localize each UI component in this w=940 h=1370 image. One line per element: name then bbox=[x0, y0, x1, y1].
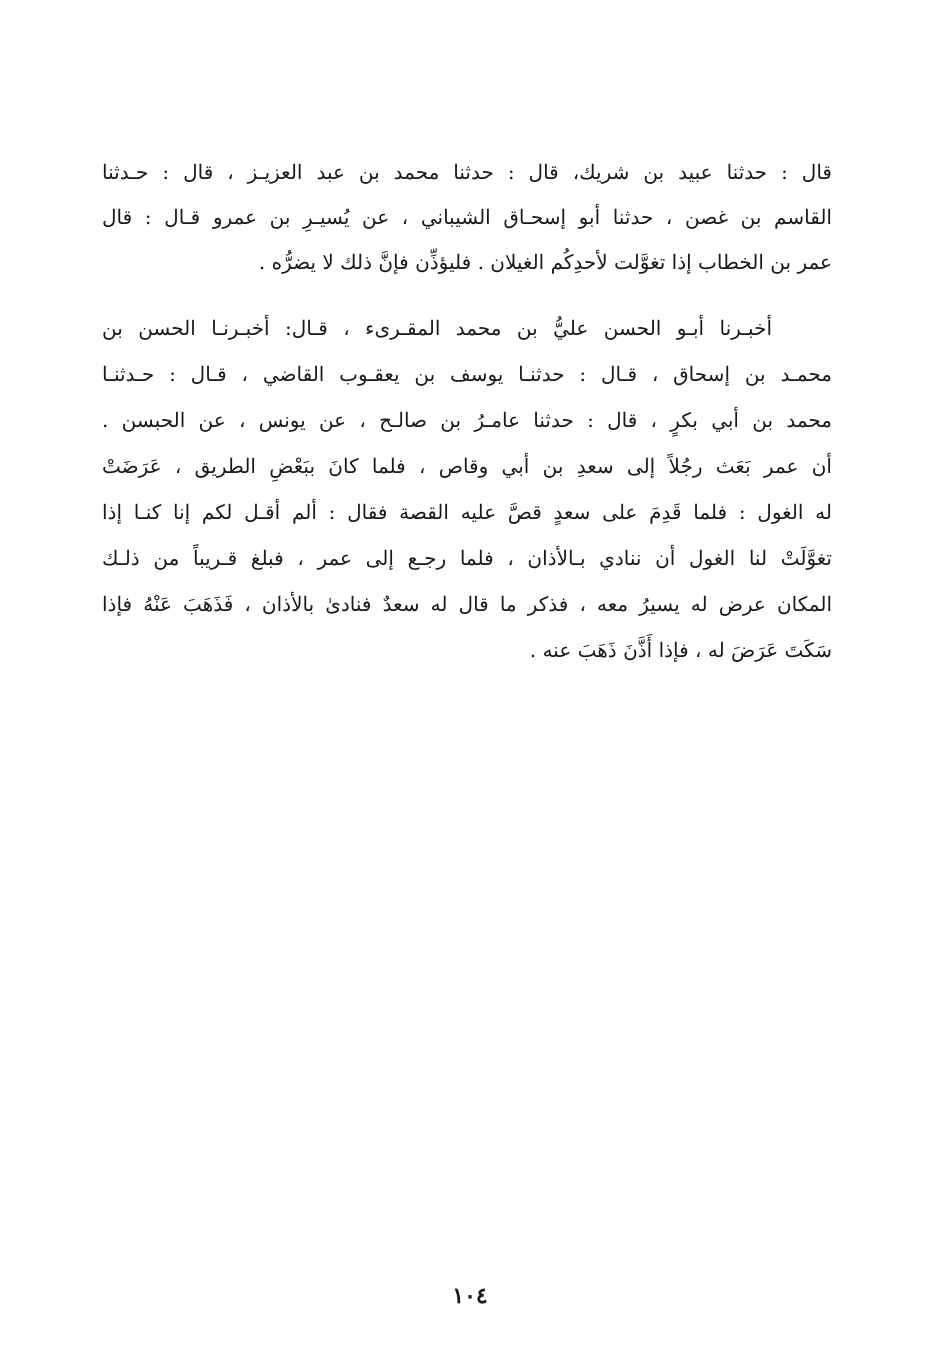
paragraph-1-line: قال : حدثنا عبيد بن شريك، قال : حدثنا محمد بن عبد العزيـز ، قال : حـدثنا bbox=[102, 160, 832, 184]
paragraph-1 bbox=[102, 150, 832, 285]
paragraph-2-line: أخبـرنا أبـو الحسن عليُّ بن محمد المقـرىء ، قـال: أخبـرنـا الحسن بن bbox=[102, 316, 773, 340]
paragraph-2-line: المكان عرض له يسيرُ معه ، فذكر ما قال له سعدٌ فنادىٰ بالأذان ، فَذَهَبَ عَنْهُ فإذا bbox=[102, 592, 832, 616]
paragraph-2-line: سَكَتَ عَرَضَ له ، فإذا أَذَّنَ ذَهَبَ عنه . bbox=[529, 638, 832, 662]
paragraph-1-line: القاسم بن غصن ، حدثنا أبو إسحـاق الشيباني ، عن يُسيـرِ بن عمرو قـال : قال bbox=[102, 205, 832, 229]
paragraph-2-line: أن عمر بَعَث رجُلاً إلى سعدِ بن أبي وقاص ، فلما كانَ ببَعْضِ الطريق ، عَرَضَتْ bbox=[102, 454, 832, 478]
paragraph-2-line: تغوَّلَتْ لنا الغول أن ننادي بـالأذان ، فلما رجـع إلى عمر ، فبلغ قـريباً من ذلـك bbox=[102, 546, 832, 570]
paragraph-1-line: عمر بن الخطاب إذا تغوَّلت لأحدِكُم الغيلان . فليؤذِّن فإنَّ ذلك لا يضرُّه . bbox=[258, 250, 832, 274]
page-number: ١٠٤ bbox=[452, 1283, 488, 1309]
paragraph-2 bbox=[102, 305, 832, 673]
paragraph-2-line: له الغول : فلما قَدِمَ على سعدٍ قصَّ عليه القصة فقال : ألم أقـل لكم إنا كنـا إذا bbox=[102, 500, 832, 524]
paragraph-2-line: محمـد بن إسحاق ، قـال : حدثنـا يوسف بن يعقـوب القاضي ، قـال : حـدثنـا bbox=[102, 362, 832, 386]
paragraph-2-line: محمد بن أبي بكرٍ ، قال : حدثنا عامـرُ بن صالـح ، عن يونس ، عن الحبسن . bbox=[102, 408, 832, 432]
